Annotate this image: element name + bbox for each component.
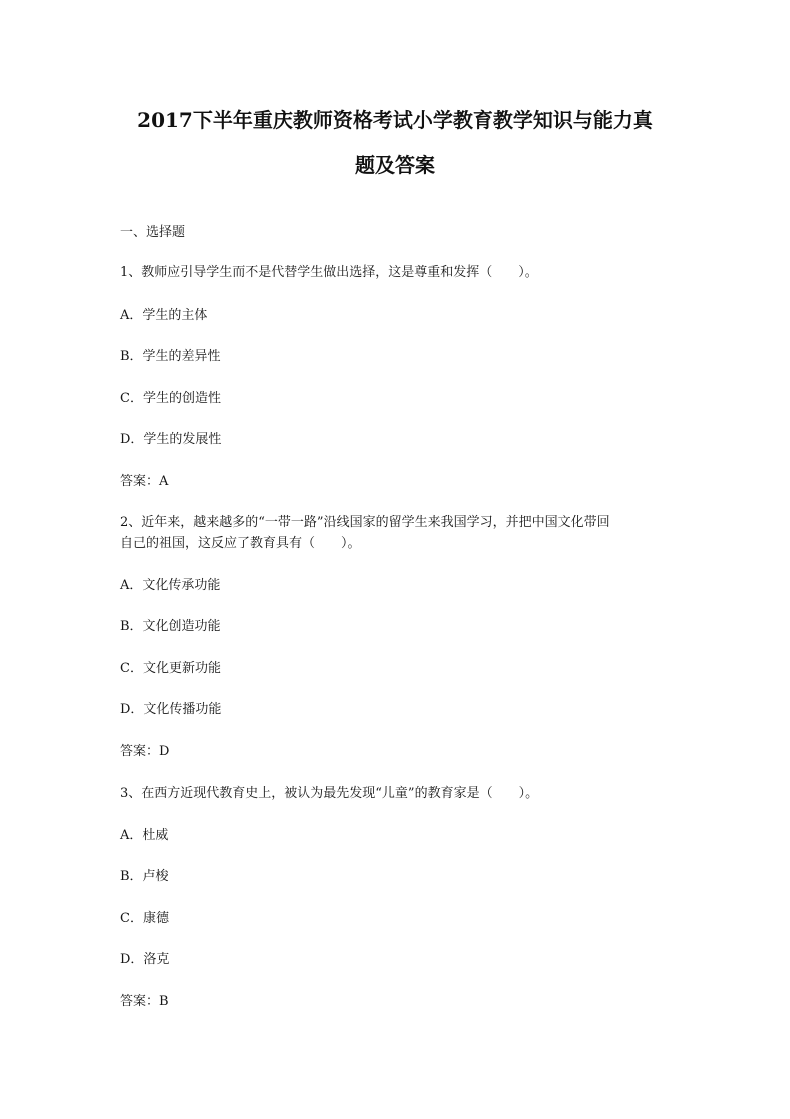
question-1-option-d: D．学生的发展性 [120,432,222,447]
question-3-stem: 3、在西方近现代教育史上，被认为最先发现“儿童”的教育家是（ ）。 [120,786,539,801]
question-3-option-a: A．杜威 [120,828,169,843]
question-2-option-c: C．文化更新功能 [120,661,221,676]
title-line-2: 题及答案 [355,153,435,177]
question-1-answer: 答案：A [120,474,169,489]
question-1-option-a: A．学生的主体 [120,308,208,323]
question-2-answer: 答案：D [120,744,170,759]
section-heading: 一、选择题 [120,225,186,240]
question-1-stem: 1、教师应引导学生而不是代替学生做出选择，这是尊重和发挥（ ）。 [120,265,538,280]
question-2-option-a: A．文化传承功能 [120,578,221,593]
question-3-option-d: D．洛克 [120,952,170,967]
question-2-stem-line-1: 2、近年来，越来越多的“一带一路”沿线国家的留学生来我国学习，并把中国文化带回 [120,515,610,530]
question-2-option-d: D．文化传播功能 [120,702,222,717]
question-1-option-c: C．学生的创造性 [120,391,221,406]
question-2-option-b: B．文化创造功能 [120,619,221,634]
question-1-option-b: B．学生的差异性 [120,349,221,364]
question-3-option-c: C．康德 [120,911,169,926]
question-3-answer: 答案：B [120,994,169,1009]
question-2-stem-line-2: 自己的祖国，这反应了教育具有（ ）。 [120,536,361,551]
title-line-1: 2017下半年重庆教师资格考试小学教育教学知识与能力真 [137,108,653,132]
question-3-option-b: B．卢梭 [120,869,169,884]
